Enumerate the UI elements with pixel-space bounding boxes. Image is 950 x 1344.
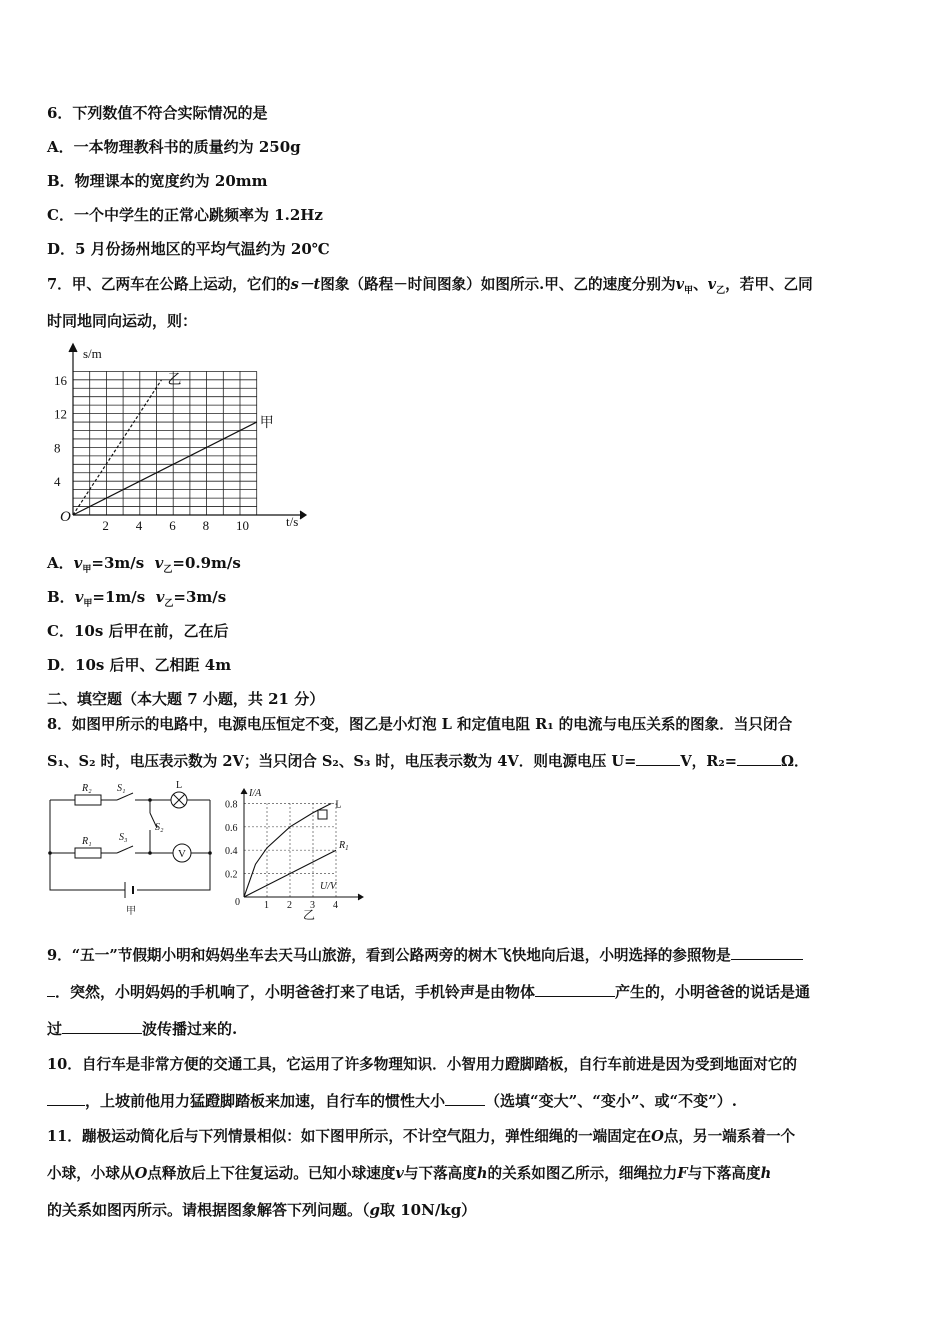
st-y-tick: 8 bbox=[54, 440, 61, 456]
st-x-label: t/s bbox=[286, 514, 299, 529]
st-x-tick: 8 bbox=[202, 518, 210, 530]
q8-line1: 8．如图甲所示的电路中，电源电压恒定不变，图乙是小灯泡 L 和定值电阻 R₁ 的电流与电压关系的图象．当只闭合 bbox=[47, 716, 793, 733]
q7-option-a: A．$v_甲=3m/s$ $v_乙=0.9m/s$ bbox=[47, 554, 241, 575]
iu-x-tick: 3 bbox=[310, 900, 315, 911]
q9-line2: ．突然，小明妈妈的手机响了，小明爸爸打来了电话，手机铃声是由物体 产生的，小明爸爸的说话是通 bbox=[47, 981, 810, 1002]
st-series-label: 乙 bbox=[167, 372, 182, 388]
iu-caption: 乙 bbox=[303, 908, 316, 922]
st-x-tick: 10 bbox=[236, 518, 249, 530]
iu-y-tick: 0.8 bbox=[225, 799, 238, 811]
st-x-arrow bbox=[300, 511, 306, 519]
st-x-tick: 6 bbox=[169, 518, 176, 530]
st-y-label: s/m bbox=[83, 346, 102, 361]
square-marker bbox=[318, 810, 327, 819]
q11-line3: 的关系如图丙所示。请根据图象解答下列问题。（g取 10N/kg） bbox=[47, 1201, 477, 1219]
label-lamp: L bbox=[176, 780, 183, 791]
resistor-r1 bbox=[75, 848, 101, 858]
iu-y-tick: 0.6 bbox=[225, 822, 238, 834]
resistor-r2 bbox=[75, 795, 101, 805]
label-r1: R₁ bbox=[82, 836, 92, 847]
q6-option-b: B．物理课本的宽度约为 20mm bbox=[47, 172, 268, 190]
circuit-diagram bbox=[45, 780, 225, 920]
st-x-tick: 2 bbox=[102, 518, 109, 530]
st-origin: O bbox=[60, 509, 71, 525]
iu-y-arrow bbox=[241, 789, 247, 794]
st-y-tick: 4 bbox=[54, 474, 61, 490]
q11-line1: 11．蹦极运动简化后与下列情景相似：如下图甲所示，不计空气阻力，弹性细绳的一端固定在O点，另一端系着一个 bbox=[47, 1128, 796, 1145]
switch-s3 bbox=[117, 846, 133, 853]
q10-line1: 10．自行车是非常方便的交通工具，它运用了许多物理知识．小智用力蹬脚踏板，自行车前进是因为受到地面对它的 bbox=[47, 1056, 798, 1073]
st-x-tick: 4 bbox=[135, 518, 143, 530]
q10-line2: ，上坡前他用力猛蹬脚踏板来加速，自行车的惯性大小 （选填“变大”、“变小”、或“不变”）. bbox=[47, 1090, 737, 1111]
iu-graph bbox=[222, 782, 372, 922]
q7-stem: 7．甲、乙两车在公路上运动，它们的s－t图象（路程－时间图象）如图所示.甲、乙的速度分别为$v_甲$、$v_乙$，若甲、乙同 bbox=[47, 276, 813, 296]
label-s1: S₁ bbox=[117, 783, 126, 794]
label-s3: S₃ bbox=[119, 832, 128, 843]
circuit-caption: 甲 bbox=[126, 906, 136, 917]
q7-option-b: B．$v_甲=1m/s$ $v_乙=3m/s$ bbox=[47, 588, 227, 609]
q6-stem: 6．下列数值不符合实际情况的是 bbox=[47, 104, 268, 122]
q8-line2: S₁、S₂ 时，电压表示数为 2V；当只闭合 S₂、S₃ 时，电压表示数为 4V．则电源电压 U= V，R₂= Ω． bbox=[47, 753, 809, 770]
iu-series-label: L bbox=[335, 799, 342, 811]
iu-x-tick: 2 bbox=[287, 900, 292, 911]
iu-origin: 0 bbox=[235, 897, 240, 908]
st-grid bbox=[73, 371, 257, 515]
q9-line3: 过 波传播过来的. bbox=[47, 1020, 238, 1038]
iu-x-tick: 4 bbox=[333, 900, 338, 911]
st-y-tick: 16 bbox=[54, 372, 67, 388]
st-series-line bbox=[73, 422, 257, 515]
st-graph bbox=[48, 340, 318, 530]
label-s2: S₂ bbox=[155, 822, 164, 833]
iu-y-tick: 0.2 bbox=[225, 869, 238, 881]
q6-option-a: A．一本物理教科书的质量约为 250g bbox=[47, 138, 301, 156]
iu-series-label: $R_1$ bbox=[339, 840, 349, 853]
switch-s1 bbox=[117, 793, 133, 800]
label-voltmeter: V bbox=[178, 848, 186, 860]
st-series-label: 甲 bbox=[259, 416, 274, 432]
q7-stem-line2: 时同地同向运动，则： bbox=[47, 312, 198, 330]
iu-x-arrow bbox=[358, 894, 363, 900]
q7-option-d: D．10s 后甲、乙相距 4m bbox=[47, 656, 232, 674]
q9-line1: 9．“五一”节假期小明和妈妈坐车去天马山旅游，看到公路两旁的树木飞快地向后退，小明选择的参照物是 bbox=[47, 944, 803, 965]
st-y-arrow bbox=[69, 344, 77, 352]
label-r2: R₂ bbox=[82, 783, 92, 794]
iu-x-tick: 1 bbox=[264, 900, 269, 911]
q7-option-c: C．10s 后甲在前，乙在后 bbox=[47, 622, 229, 640]
q6-option-d: D．5 月份扬州地区的平均气温约为 20℃ bbox=[47, 240, 330, 258]
q11-line2: 小球，小球从O点释放后上下往复运动。已知小球速度v与下落高度h的关系如图乙所示，细绳拉力F与下落高度h bbox=[47, 1165, 772, 1182]
q6-option-c: C．一个中学生的正常心跳频率为 1.2Hz bbox=[47, 206, 323, 224]
iu-x-label: U/V bbox=[320, 881, 337, 892]
iu-y-label: I/A bbox=[249, 788, 262, 799]
iu-y-tick: 0.4 bbox=[225, 846, 238, 858]
st-y-tick: 12 bbox=[54, 406, 67, 422]
section-heading: 二、填空题（本大题 7 小题，共 21 分） bbox=[47, 690, 325, 708]
iu-series-label-sub: 1 bbox=[345, 844, 349, 853]
